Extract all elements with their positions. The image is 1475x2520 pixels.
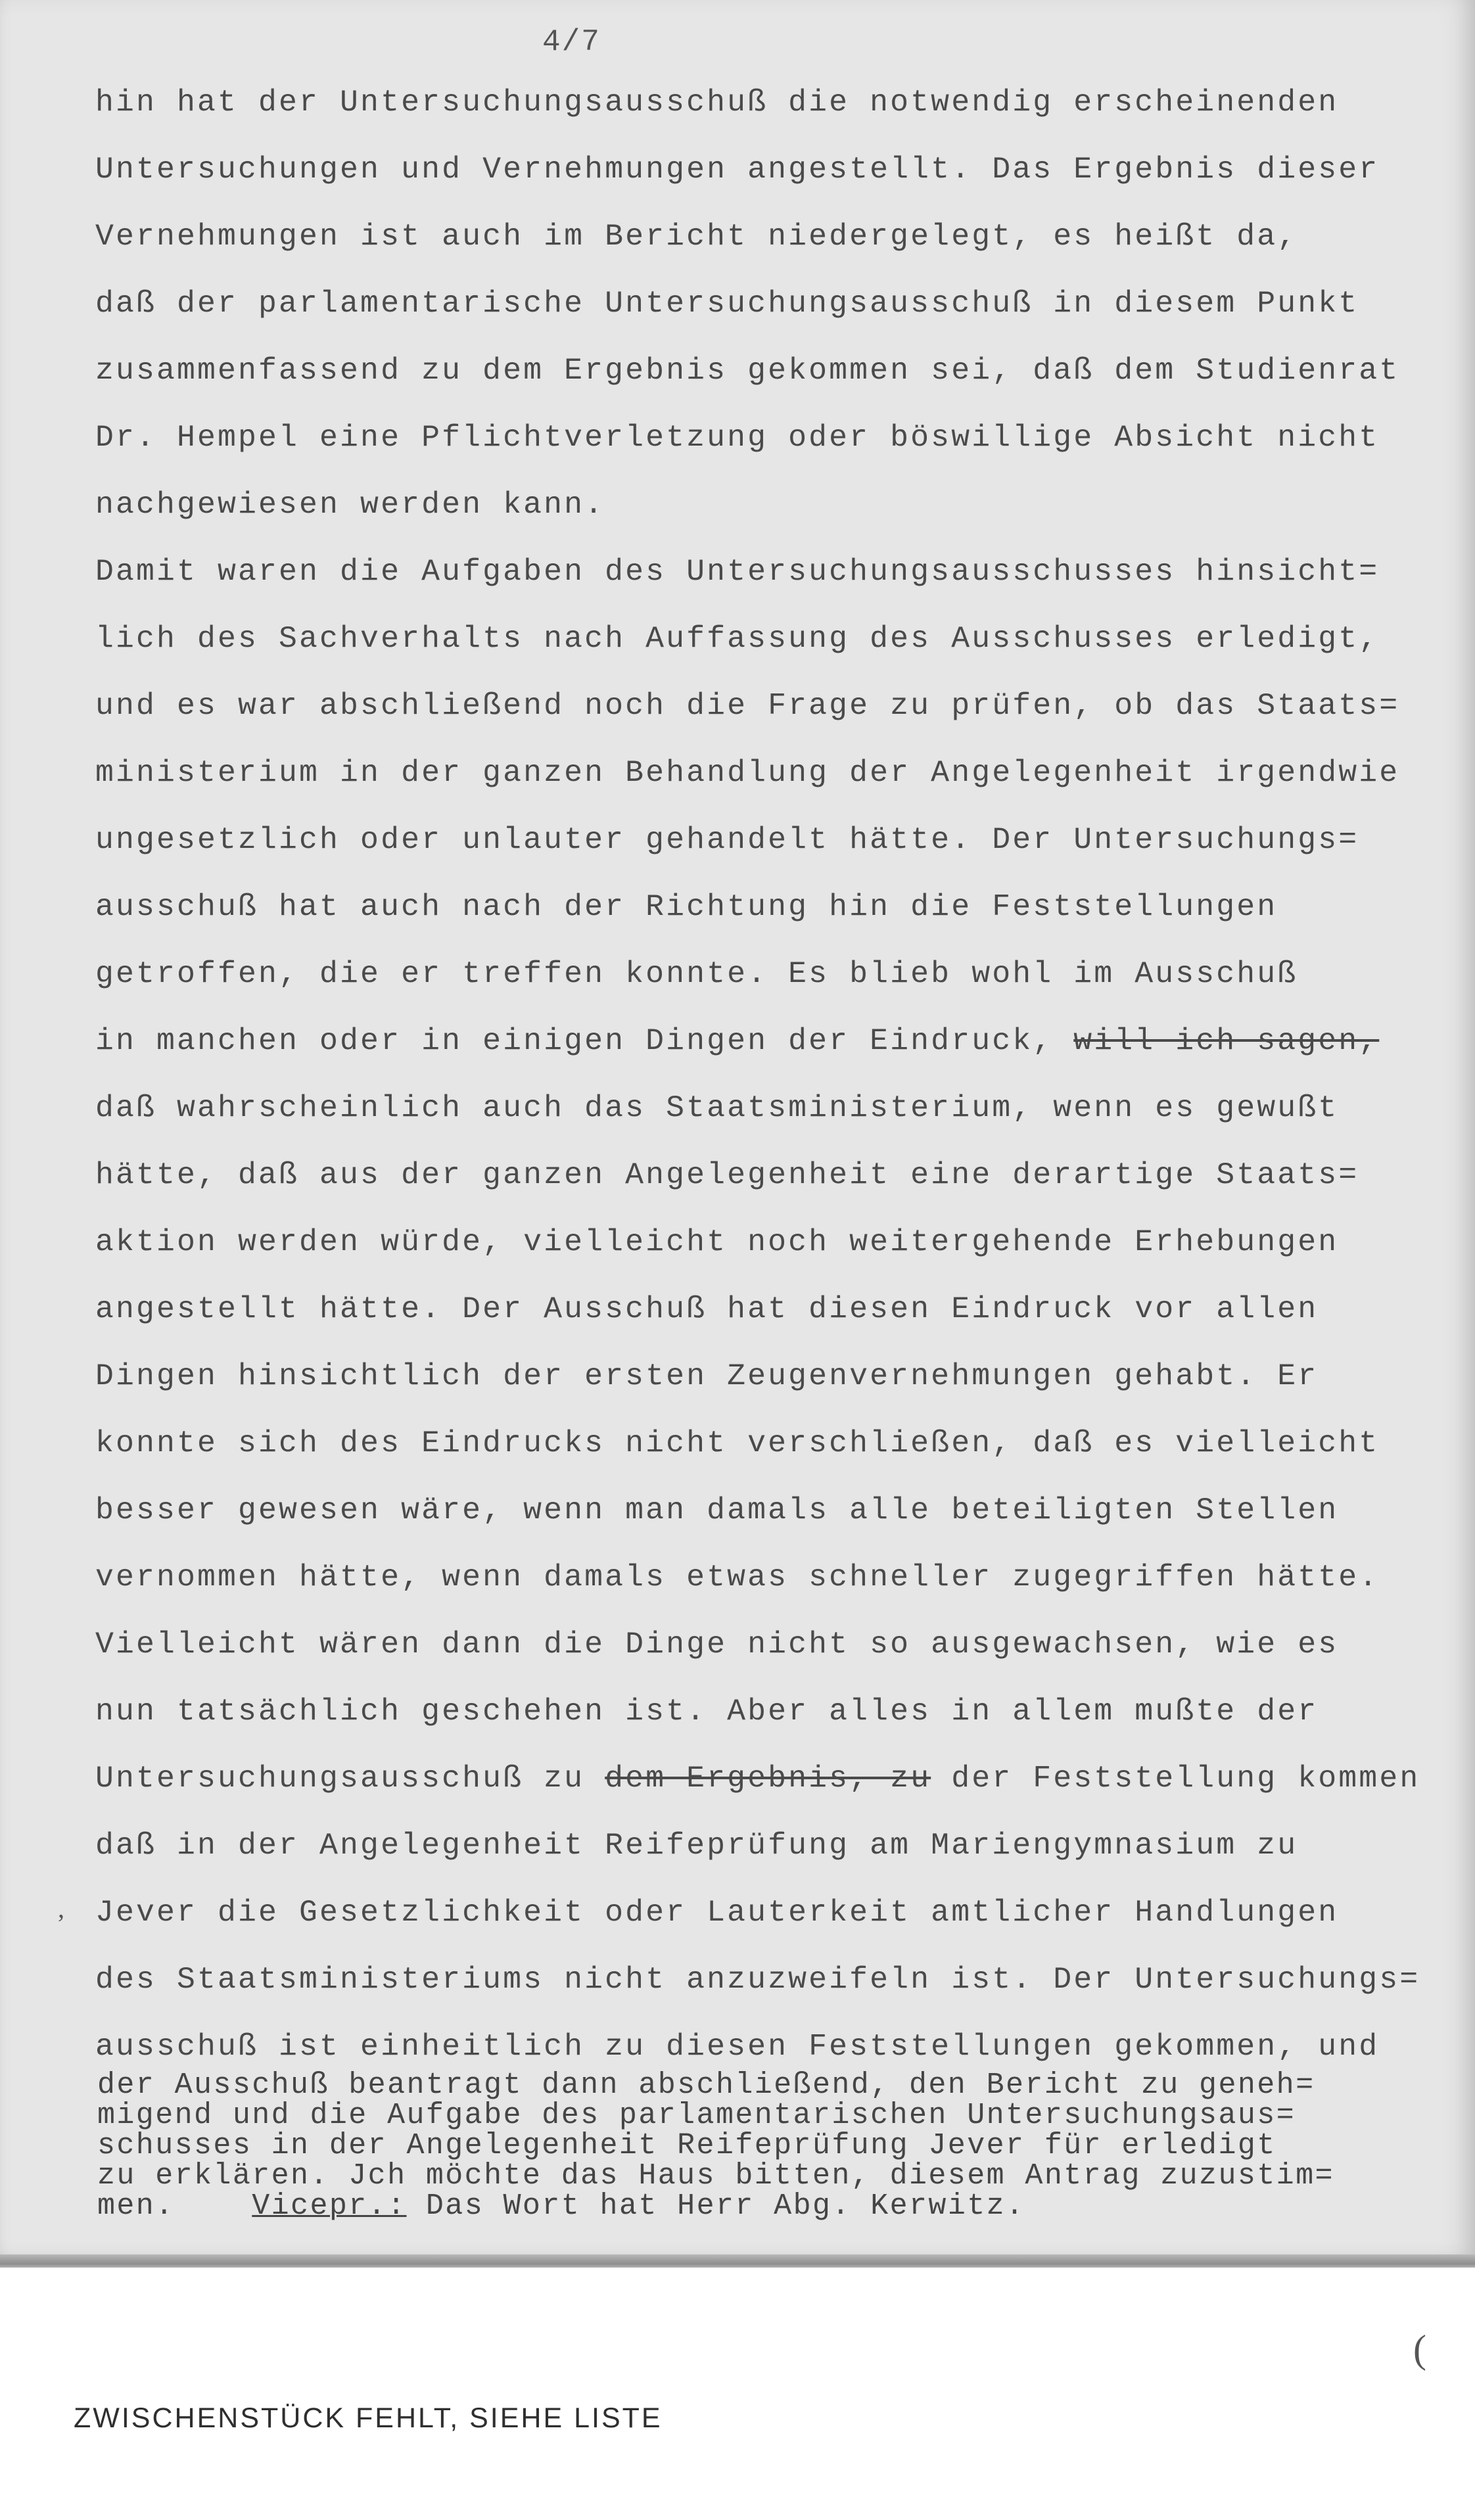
- text-line: daß in der Angelegenheit Reifeprüfung am Mariengymnasium zu: [95, 1828, 1298, 1863]
- text-line: zu erklären. Jch möchte das Haus bitten, diesem Antrag zuzustim=: [97, 2159, 1334, 2193]
- text-line: [97, 2191, 1464, 2222]
- speaker-label: Vicepr.:: [252, 2189, 407, 2223]
- text-line: getroffen, die er treffen konnte. Es blieb wohl im Ausschuß: [95, 956, 1298, 991]
- text-line: Vielleicht wären dann die Dinge nicht so ausgewachsen, wie es: [95, 1627, 1339, 1662]
- page-number: 4/7: [542, 25, 601, 59]
- closing-paragraph: [97, 2070, 1464, 2222]
- text-line: hätte, daß aus der ganzen Angelegenheit eine derartige Staats=: [95, 1157, 1359, 1192]
- struck-text: will ich sagen,: [1073, 1023, 1380, 1058]
- missing-section-note: ZWISCHENSTÜCK FEHLT, SIEHE LISTE: [74, 2402, 663, 2434]
- bracket-mark: (: [1413, 2327, 1426, 2371]
- text-line: daß wahrscheinlich auch das Staatsministerium, wenn es gewußt: [95, 1090, 1339, 1125]
- text-line: Damit waren die Aufgaben des Untersuchungsausschusses hinsicht=: [95, 554, 1380, 589]
- text-line: ausschuß hat auch nach der Richtung hin die Feststellungen: [95, 889, 1278, 924]
- text-segment: der Feststellung kommen: [951, 1761, 1420, 1796]
- body-text: [95, 69, 1456, 2080]
- text-line: der Ausschuß beantragt dann abschließend, den Bericht zu geneh=: [97, 2068, 1315, 2102]
- text-line: lich des Sachverhalts nach Auffassung des Ausschusses erledigt,: [95, 621, 1380, 656]
- text-line: Vernehmungen ist auch im Bericht niedergelegt, es heißt da,: [95, 219, 1298, 254]
- text-line: des Staatsministeriums nicht anzuzweifeln ist. Der Untersuchungs=: [95, 1962, 1420, 1997]
- text-line: Untersuchungen und Vernehmungen angestellt. Das Ergebnis dieser: [95, 152, 1380, 187]
- text-segment: men.: [97, 2189, 175, 2223]
- text-line: konnte sich des Eindrucks nicht verschließen, daß es vielleicht: [95, 1426, 1380, 1460]
- speaker-text: Das Wort hat Herr Abg. Kerwitz.: [425, 2189, 1025, 2223]
- text-segment: Untersuchungsausschuß zu: [95, 1761, 585, 1796]
- text-segment: in manchen oder in einigen Dingen der Eindruck,: [95, 1023, 1054, 1058]
- text-line: nun tatsächlich geschehen ist. Aber alles in allem mußte der: [95, 1694, 1319, 1729]
- text-line: Dr. Hempel eine Pflichtverletzung oder böswillige Absicht nicht: [95, 420, 1380, 455]
- text-line: ungesetzlich oder unlauter gehandelt hätte. Der Untersuchungs=: [95, 822, 1359, 857]
- page-edge: [0, 2254, 1475, 2268]
- text-line-with-strike: [95, 1745, 1456, 1812]
- struck-text: dem Ergebnis, zu: [605, 1761, 931, 1796]
- text-line: vernommen hätte, wenn damals etwas schneller zugegriffen hätte.: [95, 1560, 1380, 1595]
- text-line-with-strike: [95, 1008, 1456, 1075]
- text-line: angestellt hätte. Der Ausschuß hat diesen Eindruck vor allen: [95, 1292, 1319, 1326]
- text-line: aktion werden würde, vielleicht noch weitergehende Erhebungen: [95, 1225, 1339, 1259]
- text-line: schusses in der Angelegenheit Reifeprüfung Jever für erledigt: [97, 2129, 1276, 2162]
- text-line: Dingen hinsichtlich der ersten Zeugenvernehmungen gehabt. Er: [95, 1359, 1319, 1393]
- text-line: ministerium in der ganzen Behandlung der Angelegenheit irgendwie: [95, 755, 1400, 790]
- text-line: hin hat der Untersuchungsausschuß die notwendig erscheinenden: [95, 85, 1339, 120]
- text-line: daß der parlamentarische Untersuchungsausschuß in diesem Punkt: [95, 286, 1359, 321]
- text-line: migend und die Aufgabe des parlamentarischen Untersuchungsaus=: [97, 2099, 1296, 2132]
- text-line: nachgewiesen werden kann.: [95, 487, 605, 522]
- text-line: Jever die Gesetzlichkeit oder Lauterkeit amtlicher Handlungen: [95, 1895, 1339, 1930]
- text-line: besser gewesen wäre, wenn man damals alle beteiligten Stellen: [95, 1493, 1339, 1528]
- margin-mark: ,: [58, 1894, 64, 1923]
- text-line: ausschuß ist einheitlich zu diesen Feststellungen gekommen, und: [95, 2029, 1380, 2064]
- text-line: und es war abschließend noch die Frage zu prüfen, ob das Staats=: [95, 688, 1400, 723]
- text-line: zusammenfassend zu dem Ergebnis gekommen sei, daß dem Studienrat: [95, 353, 1400, 388]
